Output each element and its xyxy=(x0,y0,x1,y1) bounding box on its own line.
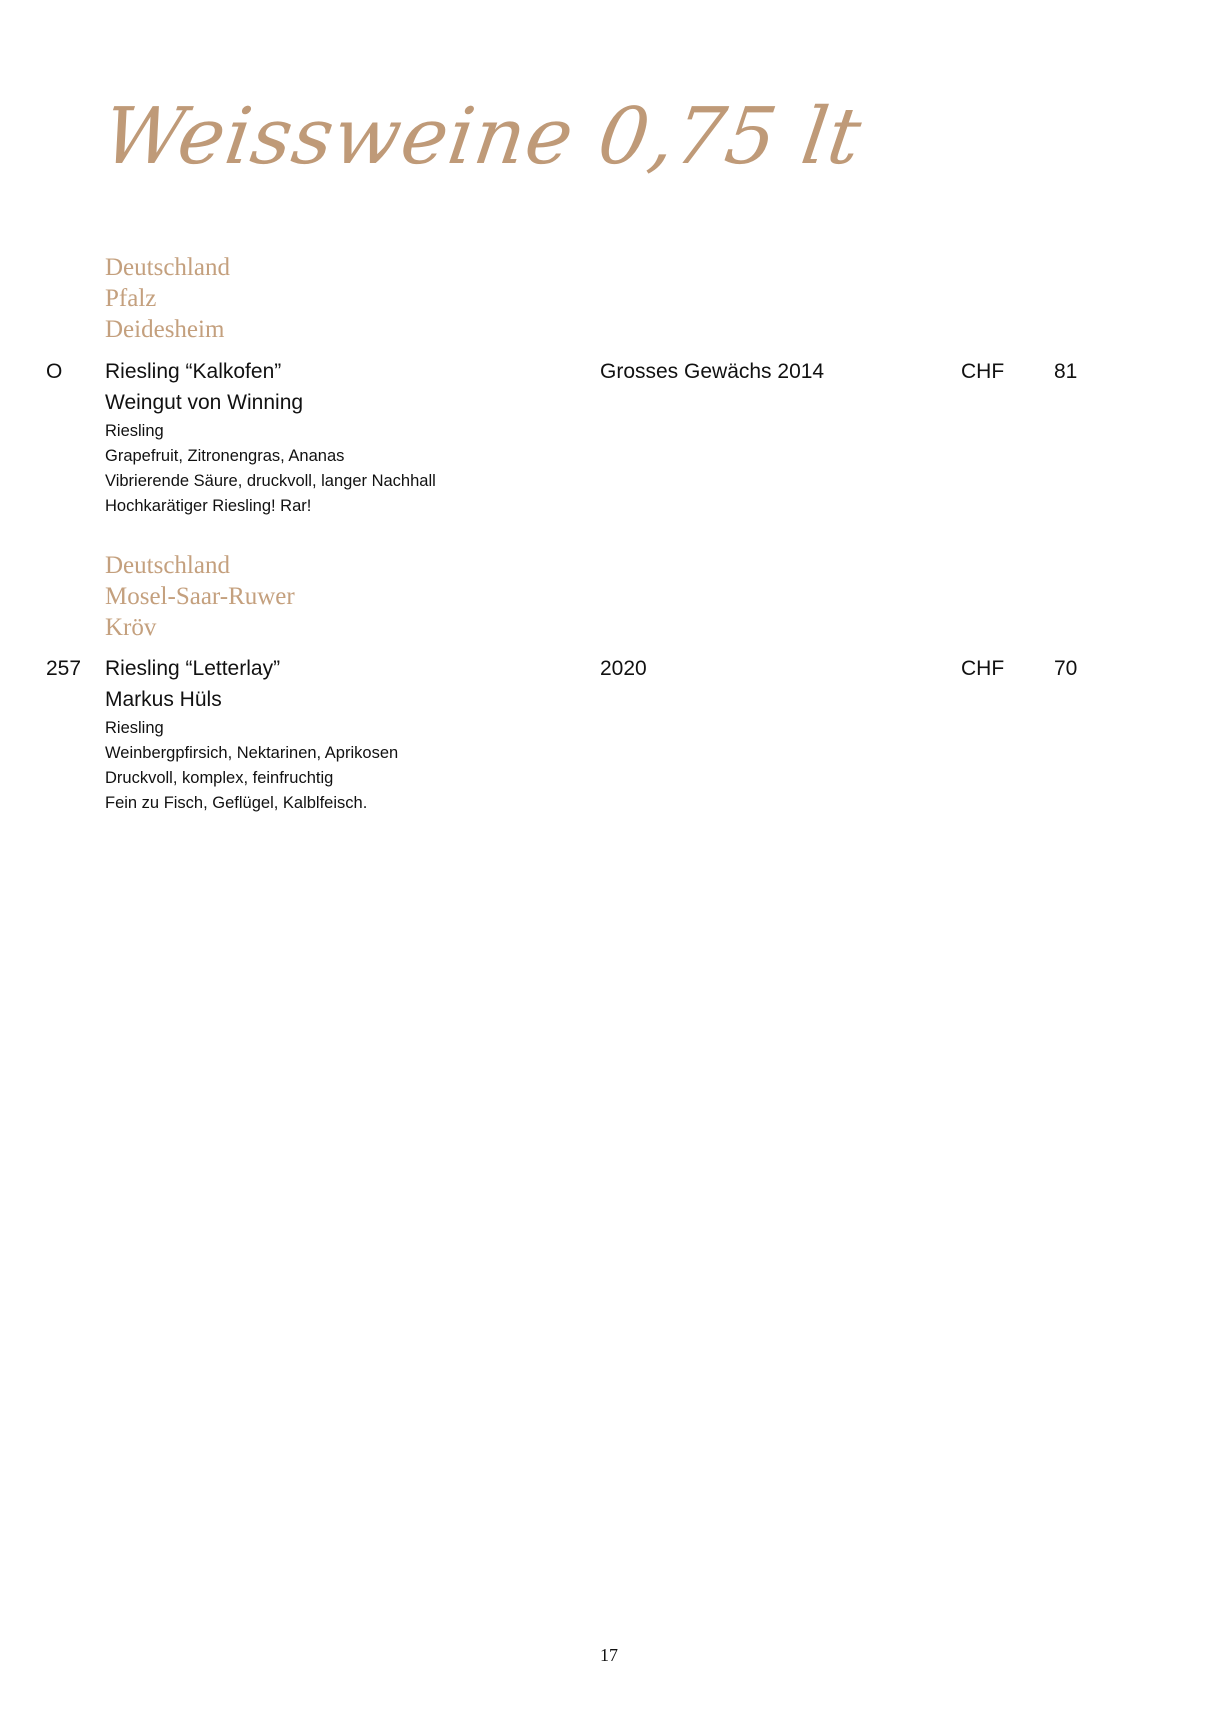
wine-producer: Weingut von Winning xyxy=(105,391,304,414)
region-area: Pfalz xyxy=(105,285,157,312)
wine-note: Fein zu Fisch, Geflügel, Kalblfeisch. xyxy=(105,794,368,812)
wine-note: Hochkarätiger Riesling! Rar! xyxy=(105,497,312,515)
page-title: Weissweine 0,75 lt xyxy=(97,92,868,182)
wine-vintage: 2020 xyxy=(600,657,647,680)
wine-price: 81 xyxy=(1054,360,1078,383)
wine-currency: CHF xyxy=(961,657,1005,680)
wine-vintage: Grosses Gewächs 2014 xyxy=(600,360,825,383)
region-area: Mosel-Saar-Ruwer xyxy=(105,583,295,610)
wine-name: Riesling “Kalkofen” xyxy=(105,360,282,383)
wine-aroma: Weinbergpfirsich, Nektarinen, Aprikosen xyxy=(105,744,399,762)
region-village: Kröv xyxy=(105,614,157,641)
wine-taste: Druckvoll, komplex, feinfruchtig xyxy=(105,769,334,787)
wine-number: O xyxy=(46,360,63,383)
wine-aroma: Grapefruit, Zitronengras, Ananas xyxy=(105,447,345,465)
wine-grape: Riesling xyxy=(105,719,164,737)
wine-producer: Markus Hüls xyxy=(105,688,222,711)
wine-price: 70 xyxy=(1054,657,1078,680)
wine-grape: Riesling xyxy=(105,422,164,440)
region-village: Deidesheim xyxy=(105,316,225,343)
region-country: Deutschland xyxy=(105,552,230,579)
wine-name: Riesling “Letterlay” xyxy=(105,657,281,680)
wine-currency: CHF xyxy=(961,360,1005,383)
wine-number: 257 xyxy=(46,657,82,680)
wine-taste: Vibrierende Säure, druckvoll, langer Nachhall xyxy=(105,472,436,490)
region-country: Deutschland xyxy=(105,254,230,281)
page-number: 17 xyxy=(600,1645,618,1665)
